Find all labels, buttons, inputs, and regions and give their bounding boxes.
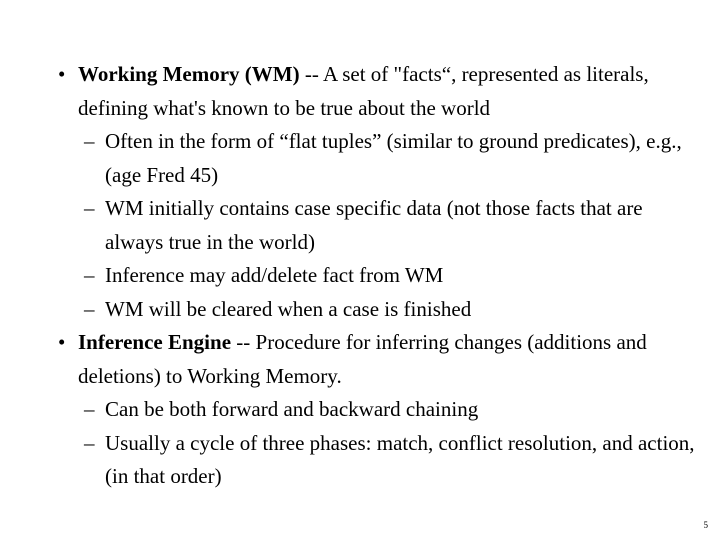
sub-bullet	[58, 427, 698, 494]
sub-bullet-text: Often in the form of “flat tuples” (similar to ground predicates), e.g., (age Fred 45)	[105, 129, 682, 187]
bullet-text: -- Procedure for inferring changes (additions and deletions) to Working Memory.	[78, 330, 647, 388]
sub-bullet	[58, 125, 698, 192]
sub-bullet	[58, 259, 698, 293]
dash-marker: –	[84, 296, 95, 321]
bullet-term: Working Memory (WM)	[78, 62, 300, 86]
bullet-marker: •	[58, 62, 66, 86]
bullet-inference-engine	[58, 326, 698, 393]
sub-bullet-text: Usually a cycle of three phases: match, conflict resolution, and action, (in that order)	[105, 430, 695, 488]
sub-bullet	[58, 393, 698, 427]
dash-marker: –	[84, 397, 95, 421]
sub-bullet-text: WM will be cleared when a case is finished	[105, 296, 472, 321]
bullet-marker: •	[58, 330, 66, 354]
bullet-working-memory	[58, 58, 698, 125]
page-number: 5	[703, 520, 708, 530]
sub-bullet-text: Inference may add/delete fact from WM	[105, 263, 444, 287]
bullet-term: Inference Engine	[78, 330, 232, 354]
dash-marker: –	[84, 196, 95, 220]
dash-marker: –	[84, 263, 95, 287]
sub-bullet-text: Can be both forward and backward chaining	[105, 397, 479, 421]
sub-bullet-text: WM initially contains case specific data (not those facts that are always true in the world)	[105, 196, 643, 254]
sub-bullet	[58, 192, 698, 259]
slide-body	[58, 58, 698, 494]
bullet-text: -- A set of "facts“, represented as literals, defining what's known to be true about the world	[78, 62, 649, 120]
dash-marker: –	[84, 430, 95, 455]
sub-bullet	[58, 293, 698, 327]
dash-marker: –	[84, 129, 95, 153]
